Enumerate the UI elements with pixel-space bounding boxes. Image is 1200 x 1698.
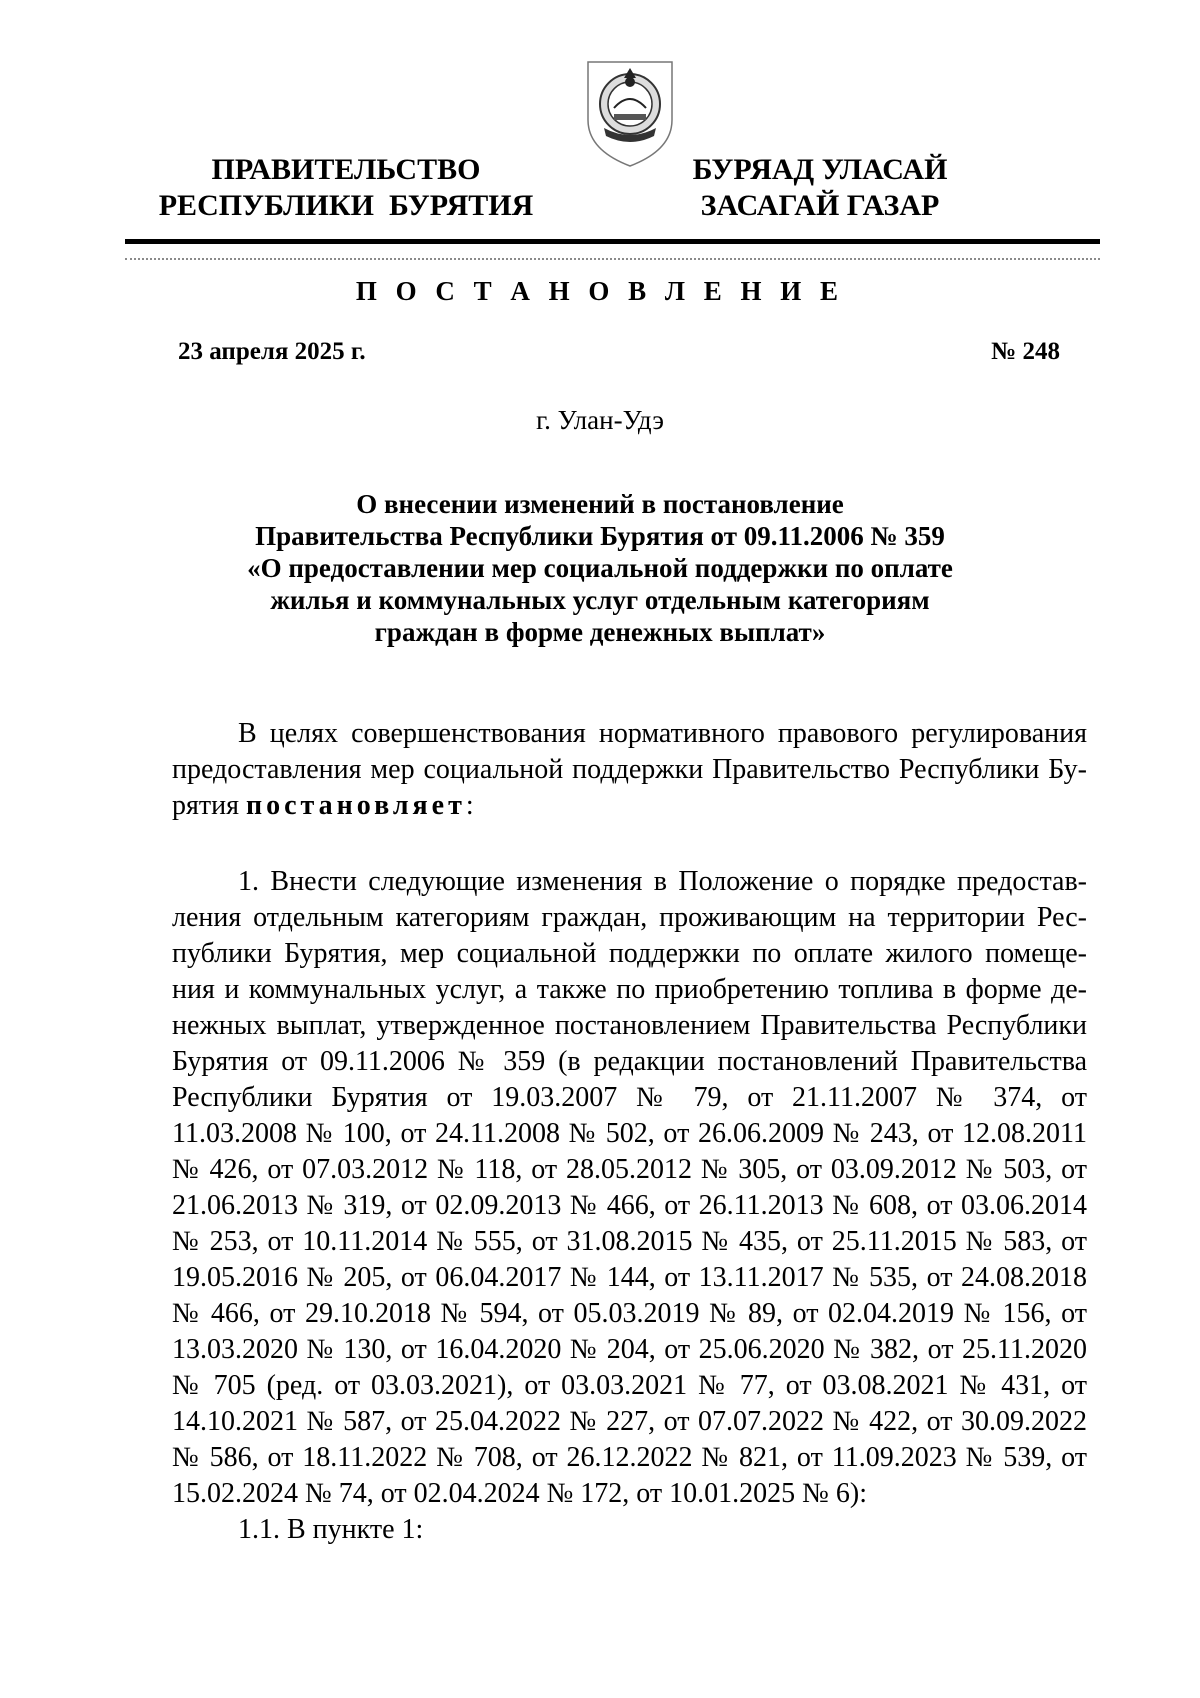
paragraph-line: 15.02.2024 № 74, от 02.04.2024 № 172, от 10.01.2025 № 6): (172, 1478, 867, 1509)
paragraph-line: № 705 (ред. от 03.03.2021), от 03.03.2021 № 77, от 03.08.2021 № 431, от (172, 1370, 1087, 1401)
header-divider (125, 239, 1100, 244)
coat-of-arms-icon (584, 58, 676, 170)
header-divider-dotted (125, 258, 1100, 260)
paragraph-line: № 586, от 18.11.2022 № 708, от 26.12.2022 № 821, от 11.09.2023 № 539, от (172, 1442, 1087, 1473)
paragraph-line: ления отдельным категориям граждан, проживающим на территории Рес- (172, 902, 1087, 933)
paragraph-line: № 426, от 07.03.2012 № 118, от 28.05.2012 № 305, от 03.09.2012 № 503, от (172, 1154, 1087, 1185)
intro-line: предоставления мер социальной поддержки Правительство Республики Бу- (172, 754, 1087, 785)
paragraph-line: Бурятия от 09.11.2006 № 359 (в редакции постановлений Правительства (172, 1046, 1087, 1077)
paragraph-line: ния и коммунальных услуг, а также по приобретению топлива в форме де- (172, 974, 1087, 1005)
paragraph-line: № 466, от 29.10.2018 № 594, от 05.03.2019 № 89, от 02.04.2019 № 156, от (172, 1298, 1087, 1329)
paragraph-line: № 253, от 10.11.2014 № 555, от 31.08.2015 № 435, от 25.11.2015 № 583, от (172, 1226, 1087, 1257)
document-number: № 248 (991, 338, 1060, 365)
header-left-line1: ПРАВИТЕЛЬСТВО (211, 153, 481, 186)
intro-suffix: : (465, 790, 474, 821)
title-line: О внесении изменений в постановление (356, 489, 844, 519)
paragraph-line: нежных выплат, утвержденное постановлением Правительства Республики (172, 1010, 1087, 1041)
title-line: граждан в форме денежных выплат» (374, 617, 826, 647)
document-type: П О С Т А Н О В Л Е Н И Е (355, 276, 845, 306)
intro-paragraph (172, 716, 1087, 824)
title-line: Правительства Республики Бурятия от 09.11.2006 № 359 (255, 521, 945, 551)
paragraph-line: Республики Бурятия от 19.03.2007 № 79, от 21.11.2007 № 374, от (172, 1082, 1087, 1113)
intro-prefix: рятия (172, 790, 246, 821)
paragraph-1 (172, 864, 1087, 1548)
title-line: жилья и коммунальных услуг отдельным категориям (270, 585, 930, 615)
title-line: «О предоставлении мер социальной поддержки по оплате (247, 553, 953, 583)
paragraph-line: 14.10.2021 № 587, от 25.04.2022 № 227, от 07.07.2022 № 422, от 30.09.2022 (172, 1406, 1087, 1437)
header-left (150, 152, 542, 224)
paragraph-line: 21.06.2013 № 319, от 02.09.2013 № 466, от 26.11.2013 № 608, от 03.06.2014 (172, 1190, 1087, 1221)
intro-last-line (172, 788, 1087, 824)
paragraph-line: 19.05.2016 № 205, от 06.04.2017 № 144, от 13.11.2017 № 535, от 24.08.2018 (172, 1262, 1087, 1293)
header-left-line2: РЕСПУБЛИКИ БУРЯТИЯ (158, 189, 534, 222)
subpoint-1-1: 1.1. В пункте 1: (238, 1514, 424, 1545)
header-right (690, 152, 950, 224)
document-city: г. Улан-Удэ (536, 405, 664, 435)
intro-line: В целях совершенствования нормативного правового регулирования (238, 718, 1087, 749)
decree-keyword: постановляет (245, 790, 466, 821)
paragraph-line: 13.03.2020 № 130, от 16.04.2020 № 204, от 25.06.2020 № 382, от 25.11.2020 (172, 1334, 1087, 1365)
document-title (200, 488, 1000, 648)
paragraph-line: 11.03.2008 № 100, от 24.11.2008 № 502, от 26.06.2009 № 243, от 12.08.2011 (172, 1118, 1087, 1149)
document-date: 23 апреля 2025 г. (178, 338, 366, 365)
header-right-line2: ЗАСАГАЙ ГАЗАР (700, 189, 940, 222)
paragraph-line: публики Бурятия, мер социальной поддержки по оплате жилого помеще- (172, 938, 1087, 969)
header-right-line1: БУРЯАД УЛАСАЙ (692, 153, 948, 186)
paragraph-line: 1. Внести следующие изменения в Положение о порядке предостав- (238, 866, 1087, 897)
